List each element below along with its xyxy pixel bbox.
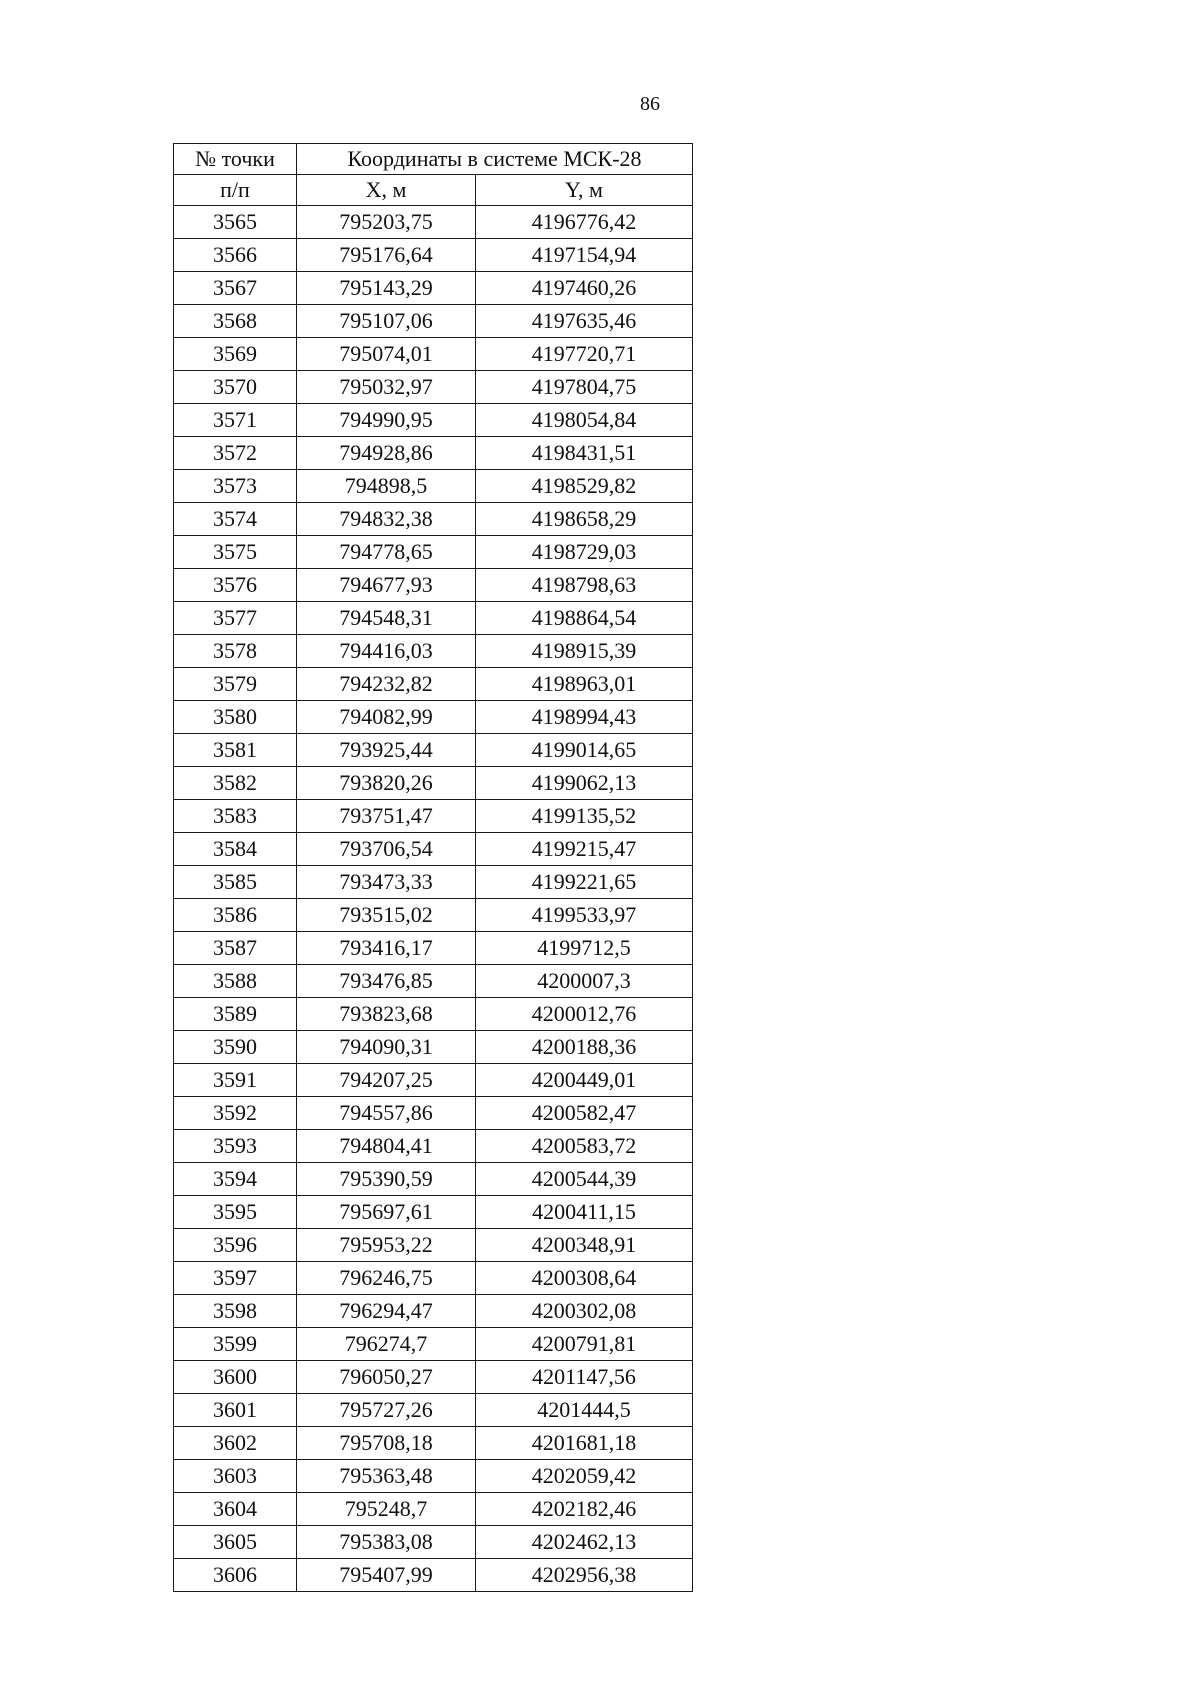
y-coordinate-cell: 4198864,54 (476, 602, 693, 635)
table-row (174, 1229, 693, 1262)
table-row (174, 701, 693, 734)
y-coordinate-cell: 4197154,94 (476, 239, 693, 272)
y-coordinate-cell: 4201147,56 (476, 1361, 693, 1394)
y-coordinate-cell: 4197635,46 (476, 305, 693, 338)
x-coordinate-cell: 795953,22 (297, 1229, 476, 1262)
x-coordinate-cell: 795032,97 (297, 371, 476, 404)
y-coordinate-cell: 4196776,42 (476, 206, 693, 239)
table-row (174, 1493, 693, 1526)
table-row (174, 1328, 693, 1361)
y-coordinate-cell: 4198994,43 (476, 701, 693, 734)
x-coordinate-cell: 794898,5 (297, 470, 476, 503)
table-row (174, 1130, 693, 1163)
table-row (174, 1526, 693, 1559)
x-coordinate-cell: 796294,47 (297, 1295, 476, 1328)
y-coordinate-cell: 4200007,3 (476, 965, 693, 998)
table-row (174, 239, 693, 272)
table-row (174, 272, 693, 305)
point-number-cell: 3581 (174, 734, 297, 767)
y-coordinate-cell: 4200302,08 (476, 1295, 693, 1328)
table-row (174, 1559, 693, 1592)
table-row (174, 1196, 693, 1229)
x-coordinate-cell: 794557,86 (297, 1097, 476, 1130)
point-number-cell: 3601 (174, 1394, 297, 1427)
y-coordinate-cell: 4199215,47 (476, 833, 693, 866)
y-coordinate-cell: 4201681,18 (476, 1427, 693, 1460)
point-number-cell: 3586 (174, 899, 297, 932)
y-coordinate-cell: 4202182,46 (476, 1493, 693, 1526)
table-row (174, 767, 693, 800)
point-number-cell: 3600 (174, 1361, 297, 1394)
y-coordinate-cell: 4202059,42 (476, 1460, 693, 1493)
header-y: Y, м (476, 175, 693, 206)
x-coordinate-cell: 794090,31 (297, 1031, 476, 1064)
x-coordinate-cell: 795390,59 (297, 1163, 476, 1196)
table-row (174, 1295, 693, 1328)
table-row (174, 206, 693, 239)
x-coordinate-cell: 793820,26 (297, 767, 476, 800)
point-number-cell: 3575 (174, 536, 297, 569)
y-coordinate-cell: 4200582,47 (476, 1097, 693, 1130)
x-coordinate-cell: 795107,06 (297, 305, 476, 338)
header-coordinate-system: Координаты в системе МСК-28 (297, 144, 693, 175)
x-coordinate-cell: 794082,99 (297, 701, 476, 734)
x-coordinate-cell: 795074,01 (297, 338, 476, 371)
y-coordinate-cell: 4200544,39 (476, 1163, 693, 1196)
table-header (174, 144, 693, 206)
y-coordinate-cell: 4198729,03 (476, 536, 693, 569)
table-row (174, 998, 693, 1031)
table-row (174, 536, 693, 569)
x-coordinate-cell: 794832,38 (297, 503, 476, 536)
y-coordinate-cell: 4198529,82 (476, 470, 693, 503)
header-row-top (174, 144, 693, 175)
y-coordinate-cell: 4197460,26 (476, 272, 693, 305)
x-coordinate-cell: 795383,08 (297, 1526, 476, 1559)
page-number: 86 (640, 93, 660, 115)
point-number-cell: 3588 (174, 965, 297, 998)
table-row (174, 1163, 693, 1196)
y-coordinate-cell: 4200188,36 (476, 1031, 693, 1064)
point-number-cell: 3594 (174, 1163, 297, 1196)
x-coordinate-cell: 795708,18 (297, 1427, 476, 1460)
y-coordinate-cell: 4199533,97 (476, 899, 693, 932)
table-row (174, 1460, 693, 1493)
y-coordinate-cell: 4198431,51 (476, 437, 693, 470)
table-row (174, 1064, 693, 1097)
table-row (174, 1394, 693, 1427)
y-coordinate-cell: 4198798,63 (476, 569, 693, 602)
x-coordinate-cell: 794804,41 (297, 1130, 476, 1163)
x-coordinate-cell: 793823,68 (297, 998, 476, 1031)
point-number-cell: 3583 (174, 800, 297, 833)
point-number-cell: 3595 (174, 1196, 297, 1229)
point-number-cell: 3569 (174, 338, 297, 371)
point-number-cell: 3589 (174, 998, 297, 1031)
table-row (174, 833, 693, 866)
point-number-cell: 3597 (174, 1262, 297, 1295)
x-coordinate-cell: 796274,7 (297, 1328, 476, 1361)
point-number-cell: 3606 (174, 1559, 297, 1592)
table-row (174, 404, 693, 437)
point-number-cell: 3585 (174, 866, 297, 899)
x-coordinate-cell: 794207,25 (297, 1064, 476, 1097)
y-coordinate-cell: 4200583,72 (476, 1130, 693, 1163)
x-coordinate-cell: 793706,54 (297, 833, 476, 866)
y-coordinate-cell: 4198658,29 (476, 503, 693, 536)
point-number-cell: 3579 (174, 668, 297, 701)
y-coordinate-cell: 4200348,91 (476, 1229, 693, 1262)
point-number-cell: 3587 (174, 932, 297, 965)
header-point-number: № точки (174, 144, 297, 175)
table-row (174, 965, 693, 998)
y-coordinate-cell: 4200012,76 (476, 998, 693, 1031)
table-row (174, 1262, 693, 1295)
point-number-cell: 3571 (174, 404, 297, 437)
x-coordinate-cell: 793476,85 (297, 965, 476, 998)
point-number-cell: 3596 (174, 1229, 297, 1262)
table-row (174, 1097, 693, 1130)
x-coordinate-cell: 795727,26 (297, 1394, 476, 1427)
x-coordinate-cell: 793473,33 (297, 866, 476, 899)
x-coordinate-cell: 794232,82 (297, 668, 476, 701)
point-number-cell: 3574 (174, 503, 297, 536)
y-coordinate-cell: 4199135,52 (476, 800, 693, 833)
table-row (174, 668, 693, 701)
table-row (174, 1361, 693, 1394)
y-coordinate-cell: 4198915,39 (476, 635, 693, 668)
point-number-cell: 3590 (174, 1031, 297, 1064)
x-coordinate-cell: 795363,48 (297, 1460, 476, 1493)
x-coordinate-cell: 794416,03 (297, 635, 476, 668)
point-number-cell: 3570 (174, 371, 297, 404)
table-row (174, 305, 693, 338)
point-number-cell: 3580 (174, 701, 297, 734)
point-number-cell: 3572 (174, 437, 297, 470)
table-row (174, 1427, 693, 1460)
table-row (174, 371, 693, 404)
point-number-cell: 3604 (174, 1493, 297, 1526)
table-row (174, 635, 693, 668)
x-coordinate-cell: 795248,7 (297, 1493, 476, 1526)
x-coordinate-cell: 796246,75 (297, 1262, 476, 1295)
x-coordinate-cell: 794928,86 (297, 437, 476, 470)
table-row (174, 569, 693, 602)
x-coordinate-cell: 795176,64 (297, 239, 476, 272)
header-x: X, м (297, 175, 476, 206)
y-coordinate-cell: 4199062,13 (476, 767, 693, 800)
x-coordinate-cell: 795203,75 (297, 206, 476, 239)
x-coordinate-cell: 796050,27 (297, 1361, 476, 1394)
y-coordinate-cell: 4200411,15 (476, 1196, 693, 1229)
point-number-cell: 3565 (174, 206, 297, 239)
y-coordinate-cell: 4199712,5 (476, 932, 693, 965)
point-number-cell: 3566 (174, 239, 297, 272)
y-coordinate-cell: 4197804,75 (476, 371, 693, 404)
y-coordinate-cell: 4200449,01 (476, 1064, 693, 1097)
point-number-cell: 3584 (174, 833, 297, 866)
x-coordinate-cell: 795407,99 (297, 1559, 476, 1592)
y-coordinate-cell: 4202956,38 (476, 1559, 693, 1592)
point-number-cell: 3582 (174, 767, 297, 800)
x-coordinate-cell: 793751,47 (297, 800, 476, 833)
point-number-cell: 3599 (174, 1328, 297, 1361)
x-coordinate-cell: 794990,95 (297, 404, 476, 437)
point-number-cell: 3591 (174, 1064, 297, 1097)
y-coordinate-cell: 4199221,65 (476, 866, 693, 899)
x-coordinate-cell: 795143,29 (297, 272, 476, 305)
x-coordinate-cell: 793416,17 (297, 932, 476, 965)
table-row (174, 470, 693, 503)
table-row (174, 866, 693, 899)
y-coordinate-cell: 4200308,64 (476, 1262, 693, 1295)
point-number-cell: 3593 (174, 1130, 297, 1163)
y-coordinate-cell: 4200791,81 (476, 1328, 693, 1361)
x-coordinate-cell: 793515,02 (297, 899, 476, 932)
header-row-bottom (174, 175, 693, 206)
x-coordinate-cell: 793925,44 (297, 734, 476, 767)
y-coordinate-cell: 4199014,65 (476, 734, 693, 767)
point-number-cell: 3598 (174, 1295, 297, 1328)
point-number-cell: 3578 (174, 635, 297, 668)
y-coordinate-cell: 4202462,13 (476, 1526, 693, 1559)
table-row (174, 437, 693, 470)
y-coordinate-cell: 4201444,5 (476, 1394, 693, 1427)
point-number-cell: 3605 (174, 1526, 297, 1559)
point-number-cell: 3577 (174, 602, 297, 635)
point-number-cell: 3576 (174, 569, 297, 602)
point-number-cell: 3567 (174, 272, 297, 305)
table-row (174, 503, 693, 536)
point-number-cell: 3568 (174, 305, 297, 338)
y-coordinate-cell: 4198963,01 (476, 668, 693, 701)
point-number-cell: 3602 (174, 1427, 297, 1460)
table-row (174, 899, 693, 932)
x-coordinate-cell: 795697,61 (297, 1196, 476, 1229)
table-row (174, 800, 693, 833)
y-coordinate-cell: 4198054,84 (476, 404, 693, 437)
point-number-cell: 3592 (174, 1097, 297, 1130)
x-coordinate-cell: 794677,93 (297, 569, 476, 602)
point-number-cell: 3573 (174, 470, 297, 503)
coordinates-table (173, 143, 693, 1592)
table-row (174, 1031, 693, 1064)
x-coordinate-cell: 794548,31 (297, 602, 476, 635)
x-coordinate-cell: 794778,65 (297, 536, 476, 569)
table-row (174, 338, 693, 371)
point-number-cell: 3603 (174, 1460, 297, 1493)
table-row (174, 734, 693, 767)
table-row (174, 602, 693, 635)
y-coordinate-cell: 4197720,71 (476, 338, 693, 371)
table-body (174, 206, 693, 1592)
table-row (174, 932, 693, 965)
header-point-number-sub: п/п (174, 175, 297, 206)
